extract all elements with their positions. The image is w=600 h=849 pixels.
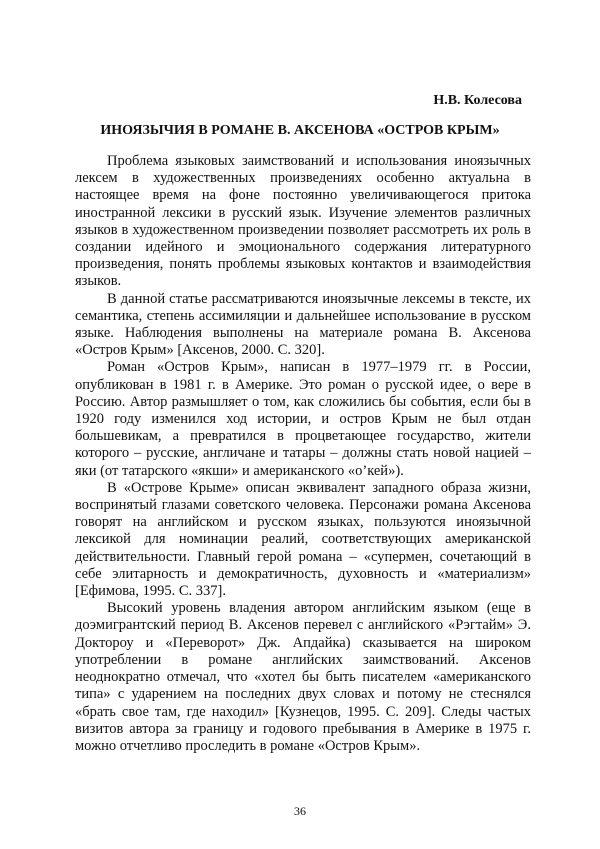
paragraph: В «Острове Крыме» описан эквивалент западного образа жизни, воспринятый глазами советского человека. Персонажи романа Аксенова говорят на английском и русском языках, пользуются иноязычной лексикой для номинации реалий, соответствующих американской действительности. Главный герой романа – «супермен, сочетающий в себе элитарность и демократичность, духовность и «материализм» [Ефимова, 1995. С. 337]. xyxy=(75,479,531,600)
author-name: Н.В. Колесова xyxy=(433,93,522,108)
paragraph: Проблема языковых заимствований и использования иноязычных лексем в художественных произведениях особенно актуальна в настоящее время на фоне постоянно увеличивающегося притока иностранной лексики в русский язык. Изучение элементов различных языков в художественном произведении позволяет рассмотреть их роль в создании идейного и эмоционального содержания литературного произведения, понять проблемы языковых контактов и взаимодействия языков. xyxy=(75,153,531,290)
paragraph: В данной статье рассматриваются иноязычные лексемы в тексте, их семантика, степень ассимиляции и дальнейшее использование в русском языке. Наблюдения выполнены на материале романа В. Аксенова «Остров Крым» [Аксенов, 2000. С. 320]. xyxy=(75,290,531,359)
article-body xyxy=(75,153,531,755)
paragraph: Роман «Остров Крым», написан в 1977–1979 гг. в России, опубликован в 1981 г. в Америке. Это роман о русской идее, о вере в Россию. Автор размышляет о том, как сложились бы события, если бы в 1920 году изменился ход истории, и остров Крым не был отдан большевикам, а превратился в процветающее государство, жители которого – русские, англичане и татары – должны стать новой нацией – яки (от татарского «якши» и американского «о’кей»). xyxy=(75,359,531,479)
page-number: 36 xyxy=(294,804,306,818)
article-title: ИНОЯЗЫЧИЯ В РОМАНЕ В. АКСЕНОВА «ОСТРОВ КРЫМ» xyxy=(100,123,500,138)
paragraph: Высокий уровень владения автором английским языком (еще в доэмигрантский период В. Аксенов перевел с английского «Рэгтайм» Э. Доктороу и «Переворот» Дж. Апдайка) сказывается на широком употреблении в романе английских заимствований. Аксенов неоднократно отмечал, что «хотел бы быть писателем «американского типа» с ударением на последних двух словах и потому не стеснялся «брать свое там, где находил» [Кузнецов, 1995. С. 209]. Следы частых визитов автора за границу и годового пребывания в Америке в 1975 г. можно отчетливо проследить в романе «Остров Крым». xyxy=(75,600,531,754)
